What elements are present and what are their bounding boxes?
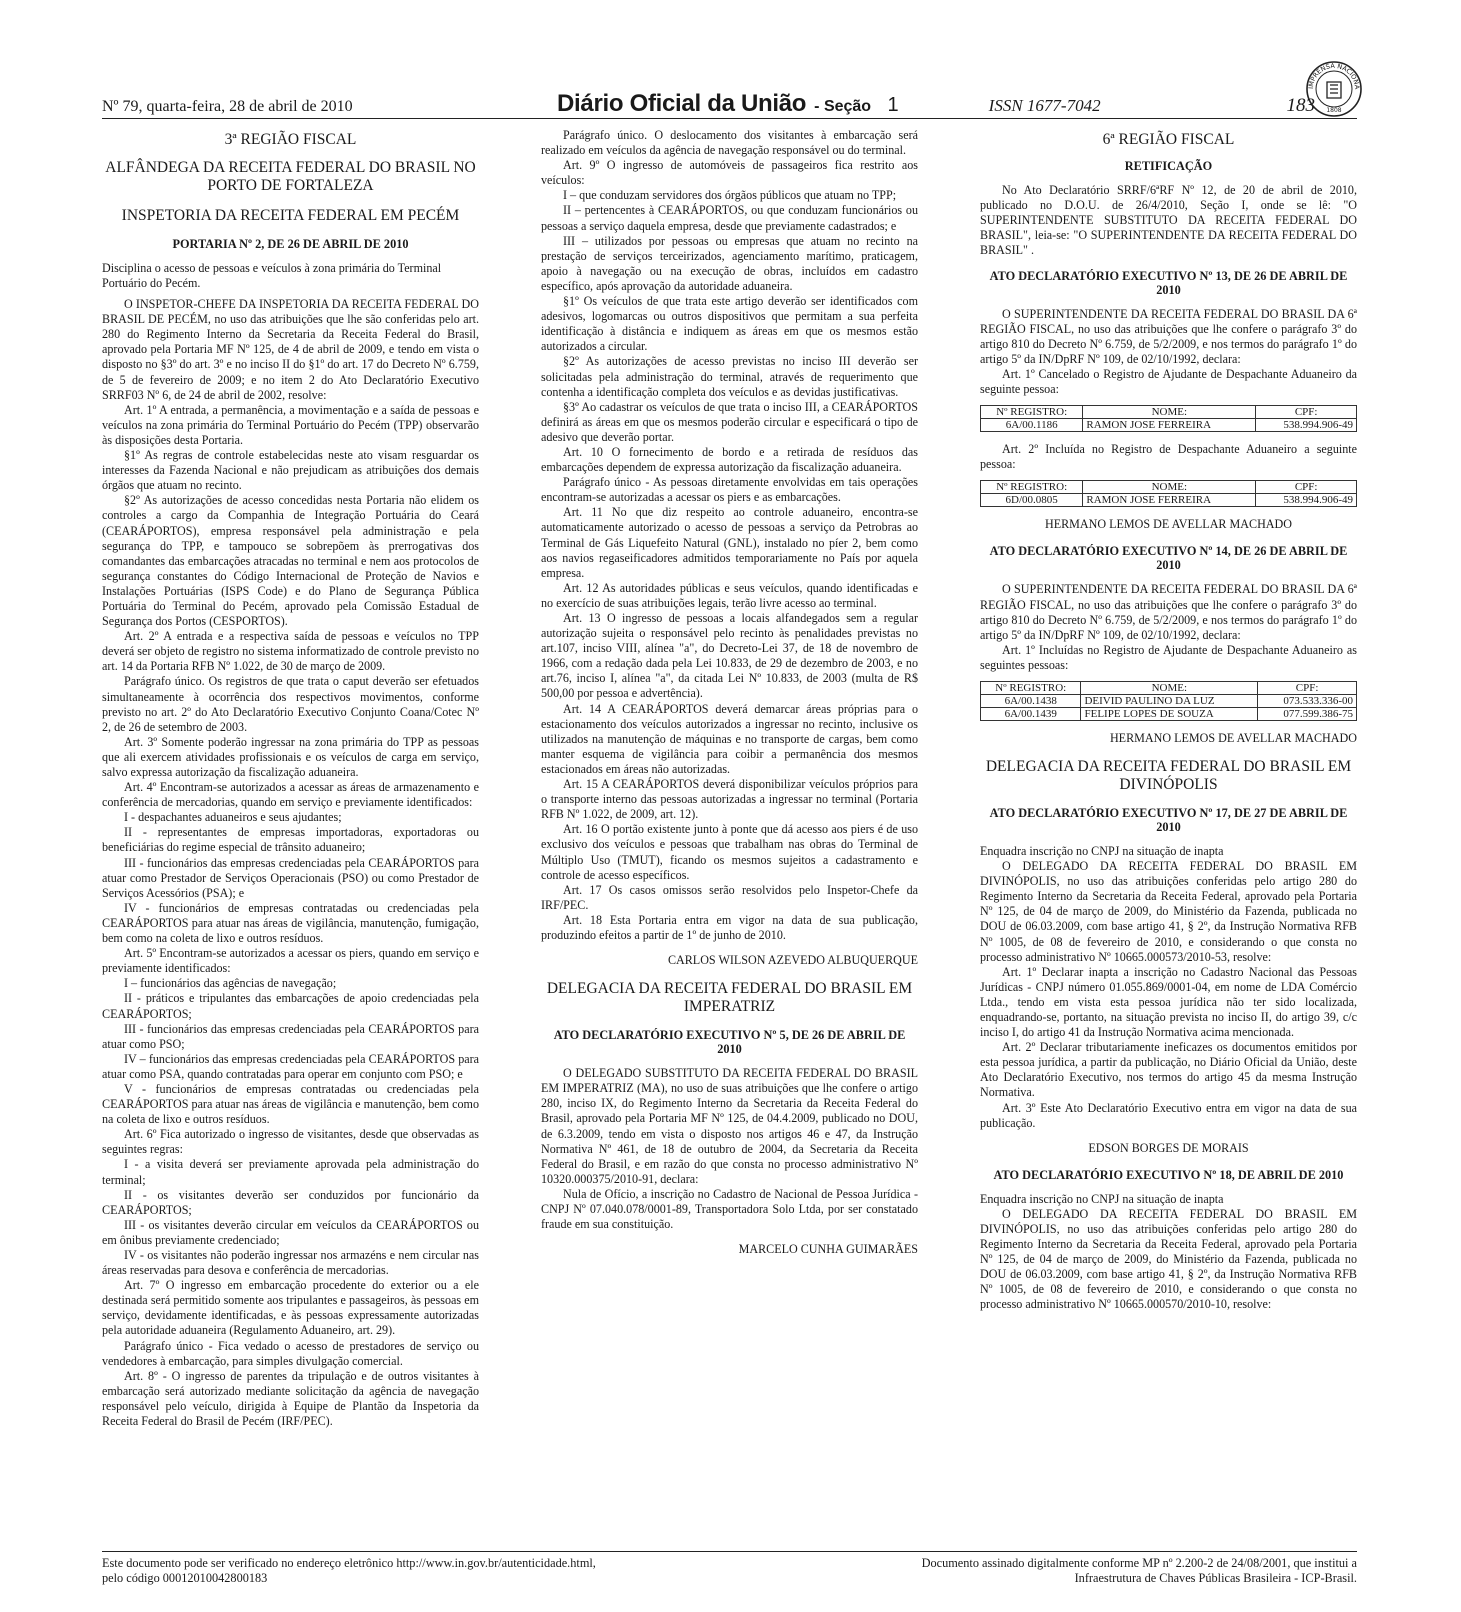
footer-verification <box>102 1556 596 1586</box>
table-row <box>981 419 1357 432</box>
section-label <box>814 94 899 117</box>
act-body-continued <box>541 128 918 943</box>
paragraph: O SUPERINTENDENTE DA RECEITA FEDERAL DO BRASIL DA 6ª REGIÃO FISCAL, no uso das atribuições que lhe confere o parágrafo 3º do artigo 810 do Decreto Nº 6.759, de 5/2/2009, e nos termos do parágrafo 1º do artigo 5º da IN/DpRF Nº 109, de 02/10/1992, declara: <box>980 306 1357 366</box>
region-heading: 3ª REGIÃO FISCAL <box>224 131 357 148</box>
paragraph: IV - funcionários de empresas contratadas ou credenciadas pela CEARÁPORTOS para atuar nas áreas de vigilância, manutenção, fumigação, bem como na coleta de lixo e outros resíduos. <box>102 900 479 946</box>
paragraph: Art. 12 As autoridades públicas e seus veículos, quando identificadas e no exercício de suas atribuições legais, terão livre acesso ao terminal. <box>541 580 918 610</box>
col-header-nome: NOME: <box>1083 406 1256 419</box>
paragraph: Art. 8º - O ingresso de parentes da tripulação e de outros visitantes à embarcação será autorizado mediante solicitação da agência de navegação responsável pelo veículo, dirigida à Equipe de Plantão da Inspetoria da Receita Federal do Brasil de Pecém (IRF/PEC). <box>102 1368 479 1429</box>
registry-table <box>980 480 1357 507</box>
act-body <box>980 859 1357 1131</box>
paragraph: Nula de Ofício, a inscrição no Cadastro de Nacional de Pessoa Jurídica - CNPJ Nº 07.040.078/0001-89, Transportadora Solo Ltda, por ser constatado fraude em sua constituição. <box>541 1186 918 1232</box>
paragraph: Parágrafo único - Fica vedado o acesso de prestadores de serviço ou vendedores à embarcação, para simples divulgação comercial. <box>102 1338 479 1368</box>
paragraph: Art. 2º Declarar tributariamente ineficazes os documentos emitidos por esta pessoa jurídica, a partir da publicação, no Diário Oficial da União, deste Ato Declaratório Executivo, nos termos do artigo 45 da mesma Instrução Normativa. <box>980 1040 1357 1100</box>
cpf-cell: 077.599.386-75 <box>1258 707 1357 720</box>
paragraph: Art. 13 O ingresso de pessoas a locais alfandegados sem a regular autorização sujeita o responsável pelo recinto às penalidades previstas no art.107, inciso VIII, alínea "a", do Decreto-Lei 37, de 18 de novembro de 1966, com a redação dada pela Lei 10.833, de 29 de dezembro de 2003, e no art.76, inciso I, alínea "a", da citada Lei Nº 10.833, de 2003 (multa de R$ 500,00 por pessoa e advertência). <box>541 611 918 701</box>
org-heading: DELEGACIA DA RECEITA FEDERAL DO BRASIL EM IMPERATRIZ <box>546 980 913 1016</box>
nome-cell: RAMON JOSE FERREIRA <box>1083 419 1256 432</box>
signature: HERMANO LEMOS DE AVELLAR MACHADO <box>1044 517 1293 532</box>
registro-cell: 6D/00.0805 <box>981 494 1083 507</box>
act-body <box>102 297 479 1429</box>
paragraph: Art. 9º O ingresso de automóveis de passageiros fica restrito aos veículos: <box>541 158 918 188</box>
paragraph: Parágrafo único. O deslocamento dos visitantes à embarcação será realizado em veículos da agência de navegação responsável ou do terminal. <box>541 128 918 158</box>
paragraph: I – que conduzam servidores dos órgãos públicos que atuam no TPP; <box>563 188 897 203</box>
registro-cell: 6A/00.1186 <box>981 419 1083 432</box>
paragraph: §2º As autorizações de acesso previstas no inciso III deverão ser solicitadas pela administração do terminal, através de requerimento que contenha a identificação completa dos veículos e as devidas justificativas. <box>541 354 918 399</box>
col-header-cpf: CPF: <box>1258 681 1357 694</box>
footer-verification-code: pelo código 00012010042800183 <box>102 1571 268 1585</box>
signature: HERMANO LEMOS DE AVELLAR MACHADO <box>1109 730 1357 745</box>
act-body <box>541 1066 918 1232</box>
nome-cell: FELIPE LOPES DE SOUZA <box>1081 707 1258 720</box>
col-header-cpf: CPF: <box>1256 481 1357 494</box>
page-header <box>102 90 1357 119</box>
paragraph: §1º Os veículos de que trata este artigo deverão ser identificados com adesivos, logomarcas ou outros dispositivos que permitam a sua perfeita identificação à distância e indiquem as áreas em que os mesmos estão autorizados a circular. <box>541 294 918 354</box>
paragraph: Art. 3º Este Ato Declaratório Executivo entra em vigor na data de sua publicação. <box>980 1100 1357 1130</box>
paragraph: IV – funcionários das empresas credenciadas pela CEARÁPORTOS para atuar como PSA, quando contratadas para operar em conjunto com PSO; e <box>102 1051 479 1081</box>
paragraph: No Ato Declaratório SRRF/6ªRF Nº 12, de 20 de abril de 2010, publicado no D.O.U. de 26/4/2010, Seção I, onde se lê: "O SUPERINTENDENTE SUBSTITUTO DA RECEITA FEDERAL DO BRASIL", leia-se: "O SUPERINTENDENTE DA RECEITA FEDERAL DO BRASIL" . <box>980 183 1357 258</box>
act-article: Art. 2º Incluída no Registro de Despachante Aduaneiro a seguinte pessoa: <box>980 442 1357 472</box>
registry-table <box>980 681 1357 721</box>
paragraph: Art. 18 Esta Portaria entra em vigor na data de sua publicação, produzindo efeitos a partir de 1º de junho de 2010. <box>541 912 918 942</box>
col-header-registro: Nº REGISTRO: <box>981 681 1081 694</box>
signature: MARCELO CUNHA GUIMARÃES <box>738 1242 918 1257</box>
footer-mp-notice: Documento assinado digitalmente conforme MP nº 2.200-2 de 24/08/2001, que institui a <box>921 1556 1357 1570</box>
signature: CARLOS WILSON AZEVEDO ALBUQUERQUE <box>667 953 918 968</box>
paragraph: O DELEGADO DA RECEITA FEDERAL DO BRASIL EM DIVINÓPOLIS, no uso das atribuições conferidas pelo artigo 280 do Regimento Interno da Secretaria da Receita Federal, aprovado pela Portaria Nº 125, de 04 de março de 2009, do Ministério da Fazenda, publicada no DOU de 06.03.2009, com base artigo 41, § 2º, da Instrução Normativa RFB Nº 1005, de 08 de fevereiro de 2010, e considerando o que consta no processo administrativo Nº 10665.000573/2010-53, resolve: <box>980 859 1357 964</box>
signature: EDSON BORGES DE MORAIS <box>1088 1140 1249 1155</box>
footer-signature-notice <box>922 1556 1357 1586</box>
cpf-cell: 538.994.906-49 <box>1256 494 1357 507</box>
paragraph: III - funcionários das empresas credenciadas pela CEARÁPORTOS para atuar como PSO; <box>102 1021 479 1051</box>
cpf-cell: 073.533.336-00 <box>1258 694 1357 707</box>
registro-cell: 6A/00.1438 <box>981 694 1081 707</box>
paragraph: II - representantes de empresas importadoras, exportadoras ou beneficiárias do regime especial de trânsito aduaneiro; <box>102 825 479 855</box>
newspaper-title: Diário Oficial da União <box>557 90 807 117</box>
paragraph: II - práticos e tripulantes das embarcações de apoio credenciadas pela CEARÁPORTOS; <box>102 991 479 1021</box>
paragraph: Art. 17 Os casos omissos serão resolvidos pelo Inspetor-Chefe da IRF/PEC. <box>541 882 918 912</box>
paragraph: Art. 3º Somente poderão ingressar na zona primária do TPP as pessoas que ali exercem atividades profissionais e os veículos de carga em serviço, salvo expressa autorização da fiscalização aduaneira. <box>102 734 479 779</box>
paragraph: §3º Ao cadastrar os veículos de que trata o inciso III, a CEARÁPORTOS definirá as áreas em que os mesmos poderão circular e especificará o tipo de adesivo que deverão portar. <box>541 399 918 444</box>
paragraph: §1º As regras de controle estabelecidas neste ato visam resguardar os interesses da Fazenda Nacional e não prejudicam as atribuições dos demais órgãos que atuam no recinto. <box>102 448 479 493</box>
act-title: ATO DECLARATÓRIO EXECUTIVO Nº 5, DE 26 DE ABRIL DE 2010 <box>553 1028 906 1057</box>
retification-title: RETIFICAÇÃO <box>1124 159 1213 174</box>
paragraph: IV - os visitantes não poderão ingressar nos armazéns e nem circular nas áreas reservadas para desova e conferência de mercadorias. <box>102 1248 479 1278</box>
section-number: 1 <box>887 94 899 116</box>
page-number: 183 <box>1286 95 1315 116</box>
nome-cell: DEIVID PAULINO DA LUZ <box>1081 694 1258 707</box>
act-ementa: Enquadra inscrição no CNPJ na situação de inapta <box>980 1191 1224 1206</box>
act-body <box>980 1207 1357 1313</box>
paragraph: Art. 15 A CEARÁPORTOS deverá disponibilizar veículos próprios para o transporte interno das pessoas autorizadas a ingressar no terminal (Portaria RFB Nº 1.022, de 2009, art. 12). <box>541 777 918 822</box>
act-body <box>980 582 1357 673</box>
col-header-nome: NOME: <box>1081 681 1258 694</box>
paragraph: O DELEGADO SUBSTITUTO DA RECEITA FEDERAL DO BRASIL EM IMPERATRIZ (MA), no uso de suas atribuições que lhe confere o artigo 280, inciso IX, do Regimento Interno da Secretaria da Receita Federal do Brasil, aprovado pela Portaria MF Nº 125, de 04.4.2009, publicado no DOU, de 6.3.2009, tendo em vista o disposto nos artigos 46 e 47, da Instrução Normativa Nº 461, de 18 de outubro de 2004, da Secretaria da Receita Federal do Brasil, e em razão do que consta no processo administrativo Nº 10320.000375/2010-91, declara: <box>541 1066 918 1186</box>
footer-icp-brasil: Infraestrutura de Chaves Públicas Brasileira - ICP-Brasil. <box>1074 1571 1357 1585</box>
column-1 <box>102 128 479 1546</box>
table-row <box>981 707 1357 720</box>
act-body <box>980 307 1357 398</box>
column-2 <box>541 128 918 1546</box>
paragraph: II - os visitantes deverão ser conduzidos por funcionário da CEARÁPORTOS; <box>102 1187 479 1217</box>
org-heading: ALFÂNDEGA DA RECEITA FEDERAL DO BRASIL NO PORTO DE FORTALEZA <box>105 159 476 195</box>
col-header-nome: NOME: <box>1083 481 1256 494</box>
paragraph: O DELEGADO DA RECEITA FEDERAL DO BRASIL EM DIVINÓPOLIS, no uso das atribuições conferidas pelo artigo 280 do Regimento Interno da Secretaria da Receita Federal, aprovado pela Portaria Nº 125, de 04 de março de 2009, do Ministério da Fazenda, publicada no DOU de 06.03.2009, com base artigo 41, § 2º, da Instrução Normativa RFB Nº 1005, de 08 de fevereiro de 2010, e considerando o que consta no processo administrativo Nº 10665.000570/2010-10, resolve: <box>980 1206 1357 1312</box>
paragraph: Art. 10 O fornecimento de bordo e a retirada de resíduos das embarcações dependem de expressa autorização da fiscalização aduaneira. <box>541 444 918 475</box>
paragraph: III – utilizados por pessoas ou empresas que atuam no recinto na prestação de serviços terceirizados, agenciamento marítimo, praticagem, apoio à navegação ou na execução de obras, incluídos em cadastro específico, após aprovação da autoridade aduaneira. <box>541 233 918 293</box>
act-title: ATO DECLARATÓRIO EXECUTIVO Nº 13, DE 26 DE ABRIL DE 2010 <box>989 268 1348 297</box>
act-title: ATO DECLARATÓRIO EXECUTIVO Nº 18, DE ABRIL DE 2010 <box>993 1167 1344 1182</box>
col-header-registro: Nº REGISTRO: <box>981 406 1083 419</box>
paragraph: Art. 5º Encontram-se autorizados a acessar os piers, quando em serviço e previamente identificados: <box>102 946 479 976</box>
table-row <box>981 694 1357 707</box>
imprensa-nacional-seal-icon <box>1305 60 1363 118</box>
issn: ISSN 1677-7042 <box>988 96 1101 115</box>
paragraph: I - despachantes aduaneiros e seus ajudantes; <box>124 810 342 825</box>
section-word: Seção <box>823 98 872 115</box>
act-title: ATO DECLARATÓRIO EXECUTIVO Nº 14, DE 26 DE ABRIL DE 2010 <box>989 544 1348 573</box>
paragraph: Art. 11 No que diz respeito ao controle aduaneiro, encontra-se automaticamente autorizado o acesso de pessoas a serviço da Petrobras ao Terminal de Gás Liquefeito Natural (GNL), instalado no píer 2, bem como aos navios regaseificadores admitidos temporariamente no País por aquela empresa. <box>541 505 918 580</box>
paragraph: Art. 6º Fica autorizado o ingresso de visitantes, desde que observadas as seguintes regras: <box>102 1127 479 1157</box>
issue-info: Nº 79, quarta-feira, 28 de abril de 2010 <box>102 98 353 115</box>
nome-cell: RAMON JOSE FERREIRA <box>1083 494 1256 507</box>
act-ementa: Enquadra inscrição no CNPJ na situação de inapta <box>980 844 1224 859</box>
paragraph: Art. 7º O ingresso em embarcação procedente do exterior ou a ele destinada será permitido somente aos tripulantes e passageiros, às pessoas em serviço, devidamente identificadas, e às pessoas expressamente autorizadas pela autoridade aduaneira (Regulamento Aduaneiro, art. 29). <box>102 1278 479 1338</box>
footer-verification-url: Este documento pode ser verificado no endereço eletrônico http://www.in.gov.br/autenticidade.html, <box>102 1556 596 1570</box>
paragraph: V - funcionários de empresas contratadas ou credenciadas pela CEARÁPORTOS para atuar nas áreas de vigilância e manutenção, bem como na coleta de lixo e outros resíduos. <box>102 1081 479 1127</box>
paragraph: Art. 1º Incluídas no Registro de Ajudante de Despachante Aduaneiro as seguintes pessoas: <box>980 642 1357 672</box>
seal-text: IMPRENSA NACIONA <box>1306 61 1362 90</box>
column-3 <box>980 128 1357 1546</box>
act-ementa: Disciplina o acesso de pessoas e veículos à zona primária do Terminal Portuário do Pecém. <box>102 261 442 291</box>
paragraph: III - funcionários das empresas credenciadas pela CEARÁPORTOS para atuar como Prestador de Serviços Operacionais (PSO) ou como Prestador de Serviços Acessórios (PSA); e <box>102 855 479 900</box>
title-dash: - <box>814 98 820 115</box>
paragraph: I - a visita deverá ser previamente aprovada pela administração do terminal; <box>102 1157 479 1187</box>
org-heading: DELEGACIA DA RECEITA FEDERAL DO BRASIL EM DIVINÓPOLIS <box>985 758 1352 794</box>
paragraph: III - os visitantes deverão circular em veículos da CEARÁPORTOS ou em ônibus previamente credenciado; <box>102 1217 479 1247</box>
paragraph: Art. 14 A CEARÁPORTOS deverá demarcar áreas próprias para o estacionamento dos veículos autorizados a ingressar no recinto, inclusive os utilizados na manutenção de máquinas e no transporte de cargas, bem como manter esquema de vigilância para coibir a permanência dos mesmos estacionados em áreas não autorizadas. <box>541 701 918 776</box>
paragraph: Art. 1º Declarar inapta a inscrição no Cadastro Nacional das Pessoas Jurídicas - CNPJ número 01.055.869/0001-04, em nome de LDA Comércio Ltda., tendo em vista esta pessoa jurídica não ter sido localizada, enquadrando-se, portanto, na situação prevista no inciso II, do artigo 39, c/c inciso I, do artigo 41 da Instrução Normativa acima mencionada. <box>980 964 1357 1040</box>
page-footer <box>102 1551 1357 1586</box>
paragraph: Parágrafo único. Os registros de que trata o caput deverão ser efetuados simultaneamente à ocorrência dos respectivos movimentos, conforme previsto no art. 2º do Ato Declaratório Executivo Conjunto Coana/Cotec Nº 2, de 26 de setembro de 2003. <box>102 674 479 734</box>
registro-cell: 6A/00.1439 <box>981 707 1081 720</box>
retification-body <box>980 183 1357 258</box>
paragraph: Art. 2º A entrada e a respectiva saída de pessoas e veículos no TPP deverá ser objeto de registro no sistema informatizado de controle previsto no art. 14 da Portaria RFB Nº 1.022, de 30 de março de 2009. <box>102 629 479 674</box>
paragraph: Art. 1º Cancelado o Registro de Ajudante de Despachante Aduaneiro da seguinte pessoa: <box>980 366 1357 397</box>
col-header-cpf: CPF: <box>1256 406 1357 419</box>
paragraph: O INSPETOR-CHEFE DA INSPETORIA DA RECEITA FEDERAL DO BRASIL DE PECÉM, no uso das atribuições que lhe são conferidas pelo art. 280 do Regimento Interno da Secretaria da Receita Federal do Brasil, aprovado pela Portaria MF Nº 125, de 4 de abril de 2009, e tendo em vista o disposto no §3º do art. 3º e no inciso II do §1º do art. 17 do Decreto Nº 6.759, de 5 de fevereiro de 2009; e no item 2 do Ato Declaratório Executivo SRRF03 Nº 6, de 24 de abril de 2002, resolve: <box>102 297 479 402</box>
org-subheading: INSPETORIA DA RECEITA FEDERAL EM PECÉM <box>121 207 460 225</box>
paragraph: Art. 16 O portão existente junto à ponte que dá acesso aos piers é de uso exclusivo dos veículos e pessoas que trabalham nas obras do Terminal de Múltiplo Uso (TMUT), ficando os mesmos sujeitos a cadastramento e controle de acesso específicos. <box>541 822 918 882</box>
paragraph: I – funcionários das agências de navegação; <box>124 976 337 991</box>
act-title: PORTARIA Nº 2, DE 26 DE ABRIL DE 2010 <box>172 237 409 252</box>
paragraph: O SUPERINTENDENTE DA RECEITA FEDERAL DO BRASIL DA 6ª REGIÃO FISCAL, no uso das atribuições que lhe confere o parágrafo 3º do artigo 810 do Decreto Nº 6.759, de 5/2/2009, e nos termos do parágrafo 1º do artigo 5º da IN/DpRF Nº 109, de 02/10/1992, declara: <box>980 582 1357 642</box>
cpf-cell: 538.994.906-49 <box>1256 419 1357 432</box>
act-title: ATO DECLARATÓRIO EXECUTIVO Nº 17, DE 27 DE ABRIL DE 2010 <box>989 806 1348 835</box>
region-heading: 6ª REGIÃO FISCAL <box>1102 131 1235 148</box>
registry-table <box>980 405 1357 432</box>
columns <box>102 128 1357 1546</box>
col-header-registro: Nº REGISTRO: <box>981 481 1083 494</box>
paragraph: II – pertencentes à CEARÁPORTOS, ou que conduzam funcionários ou pessoas a serviço daquela empresa, desde que previamente cadastrados; e <box>541 203 918 233</box>
paragraph: Parágrafo único - As pessoas diretamente envolvidas em tais operações encontram-se autorizadas a acessar os piers e as embarcações. <box>541 475 918 505</box>
seal-year: 1808 <box>1326 107 1342 114</box>
paragraph: Art. 1º A entrada, a permanência, a movimentação e a saída de pessoas e veículos na zona primária do Terminal Portuário do Pecém (TPP) observarão às disposições desta Portaria. <box>102 402 479 447</box>
table-row <box>981 494 1357 507</box>
paragraph: Art. 4º Encontram-se autorizados a acessar as áreas de armazenamento e conferência de mercadorias, quando em serviço e previamente identificados: <box>102 780 479 810</box>
paragraph: §2º As autorizações de acesso concedidas nesta Portaria não elidem os controles a cargo da Companhia de Integração Portuária do Ceará (CEARÁPORTOS), empresa responsável pela administração e pela segurança do TPP, e tampouco se sobrepõem às prerrogativas dos comandantes das embarcações atracadas no terminal e nem aos protocolos de segurança constantes do Código Internacional de Proteção de Navios e Instalações Portuárias (ISPS Code) e do Plano de Segurança Pública Portuária do Terminal do Pecém, aprovado pela Comissão Estadual de Segurança dos Portos (CESPORTOS). <box>102 493 479 629</box>
